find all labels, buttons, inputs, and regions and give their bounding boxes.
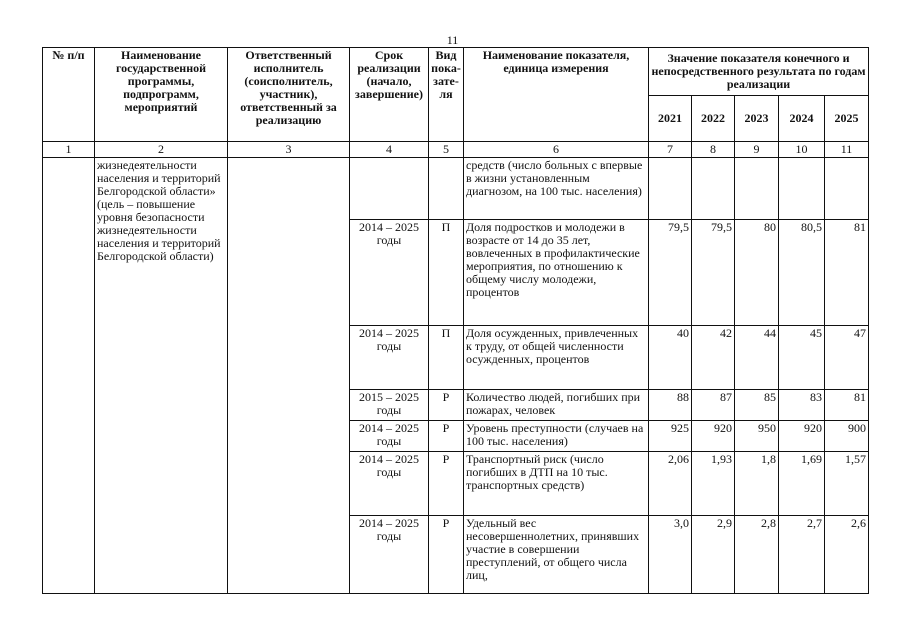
header-number: № п/п [43,48,95,142]
period-cell: 2014 – 2025 годы [350,452,429,516]
value-cell: 83 [779,390,825,421]
type-cell: Р [429,390,464,421]
value-cell: 45 [779,326,825,390]
value-cell: 1,69 [779,452,825,516]
header-indicator-name: Наименование показателя, единица измерения [464,48,649,142]
period-cell [350,158,429,220]
value-cell: 1,57 [825,452,869,516]
value-cell: 85 [735,390,779,421]
value-cell: 2,06 [649,452,692,516]
value-cell: 79,5 [649,220,692,326]
type-cell [429,158,464,220]
responsible-cell [228,158,350,594]
header-responsible: Ответственный исполнитель (соисполнитель, участник), ответственный за реализацию [228,48,350,142]
value-cell: 920 [779,421,825,452]
value-cell [825,158,869,220]
indicator-cell: Доля подростков и молодежи в возрасте от 14 до 35 лет, вовлеченных в профилактические мероприятия, по отношению к общему числу молодежи, процентов [464,220,649,326]
row-number-cell [43,158,95,594]
header-year: 2025 [825,96,869,142]
table-row [43,158,869,220]
column-number: 3 [228,142,350,158]
value-cell [692,158,735,220]
type-cell: Р [429,516,464,594]
column-number: 2 [95,142,228,158]
period-cell: 2014 – 2025 годы [350,421,429,452]
indicators-table [42,47,869,594]
header-year: 2023 [735,96,779,142]
header-period: Срок реализации (начало, завершение) [350,48,429,142]
value-cell: 42 [692,326,735,390]
value-cell: 47 [825,326,869,390]
value-cell: 920 [692,421,735,452]
period-cell: 2014 – 2025 годы [350,326,429,390]
type-cell: Р [429,452,464,516]
value-cell: 1,8 [735,452,779,516]
indicator-cell: Транспортный риск (число погибших в ДТП на 10 тыс. транспортных средств) [464,452,649,516]
value-cell: 81 [825,220,869,326]
value-cell: 80,5 [779,220,825,326]
column-number: 5 [429,142,464,158]
indicator-cell: Уровень преступности (случаев на 100 тыс. населения) [464,421,649,452]
indicator-cell: Доля осужденных, привлеченных к труду, от общей численности осужденных, процентов [464,326,649,390]
header-values-group: Значение показателя конечного и непосредственного результата по годам реализации [649,48,869,96]
value-cell: 88 [649,390,692,421]
column-number: 7 [649,142,692,158]
column-number: 1 [43,142,95,158]
page-number: 11 [446,33,459,47]
value-cell: 87 [692,390,735,421]
value-cell: 2,7 [779,516,825,594]
program-name-cell: жизнедеятельности населения и территорий Белгородской области» (цель – повышение уровня безопасности жизнедеятельности населения и территорий Белгородской области) [95,158,228,594]
value-cell: 3,0 [649,516,692,594]
value-cell: 44 [735,326,779,390]
column-number: 11 [825,142,869,158]
column-number: 10 [779,142,825,158]
value-cell: 80 [735,220,779,326]
period-cell: 2014 – 2025 годы [350,516,429,594]
column-number-row [43,142,869,158]
header-year: 2024 [779,96,825,142]
value-cell: 40 [649,326,692,390]
value-cell: 925 [649,421,692,452]
header-year: 2022 [692,96,735,142]
indicator-cell: Количество людей, погибших при пожарах, человек [464,390,649,421]
header-program-name: Наименование государственной программы, подпрограмм, мероприятий [95,48,228,142]
period-cell: 2015 – 2025 годы [350,390,429,421]
column-number: 8 [692,142,735,158]
value-cell: 79,5 [692,220,735,326]
indicator-cell: Удельный вес несовершеннолетних, принявших участие в совершении преступлений, от общего числа лиц, [464,516,649,594]
header-indicator-type: Вид пока-зате-ля [429,48,464,142]
value-cell: 2,6 [825,516,869,594]
value-cell: 2,8 [735,516,779,594]
type-cell: П [429,220,464,326]
value-cell [779,158,825,220]
value-cell: 2,9 [692,516,735,594]
value-cell: 950 [735,421,779,452]
period-cell: 2014 – 2025 годы [350,220,429,326]
column-number: 6 [464,142,649,158]
column-number: 4 [350,142,429,158]
value-cell: 81 [825,390,869,421]
value-cell [735,158,779,220]
column-number: 9 [735,142,779,158]
indicator-cell: средств (число больных с впервые в жизни установленным диагнозом, на 100 тыс. населения) [464,158,649,220]
value-cell: 1,93 [692,452,735,516]
type-cell: Р [429,421,464,452]
value-cell [649,158,692,220]
header-year: 2021 [649,96,692,142]
type-cell: П [429,326,464,390]
value-cell: 900 [825,421,869,452]
